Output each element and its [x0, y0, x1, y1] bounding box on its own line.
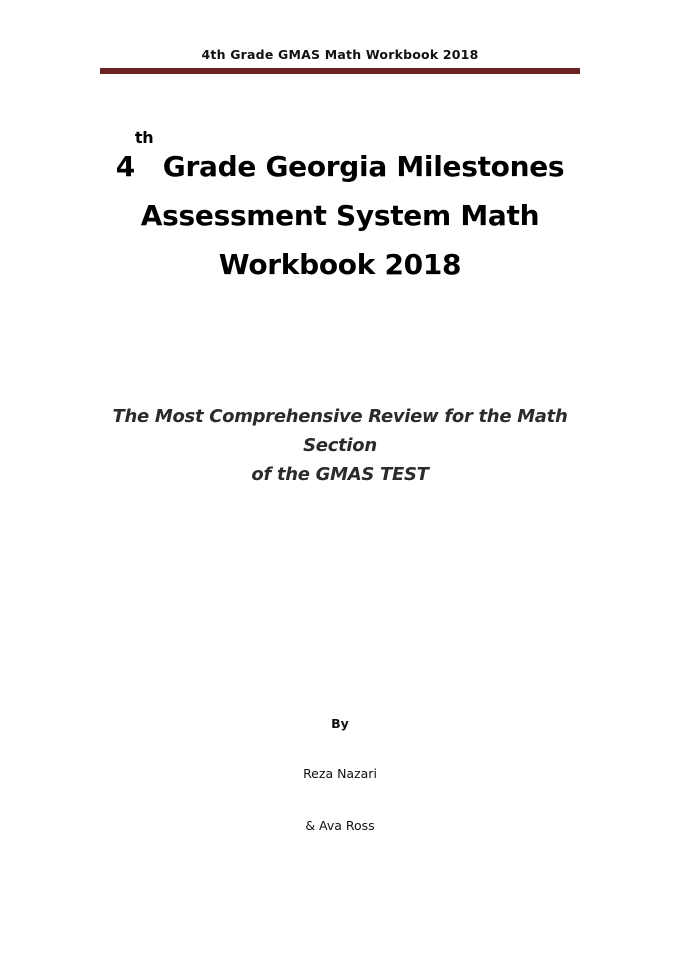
book-title	[100, 128, 580, 289]
book-subtitle	[90, 402, 590, 489]
running-header: 4th Grade GMAS Math Workbook 2018	[201, 47, 479, 62]
title-line-1	[100, 128, 580, 191]
title-line-2: Assessment System Math	[140, 199, 540, 232]
subtitle-line-1: The Most Comprehensive Review for the Math Section	[112, 406, 568, 456]
title-line-3: Workbook 2018	[218, 248, 462, 281]
title-line-1-text: Grade Georgia Milestones	[153, 150, 565, 183]
title-ordinal-suffix: th	[134, 128, 154, 147]
subtitle-line-2: of the GMAS TEST	[251, 464, 429, 485]
header-rule	[100, 68, 580, 74]
title-ordinal-number: 4	[115, 150, 135, 183]
co-author-name: & Ava Ross	[305, 818, 375, 833]
by-label: By	[331, 716, 349, 731]
author-name: Reza Nazari	[303, 766, 377, 781]
